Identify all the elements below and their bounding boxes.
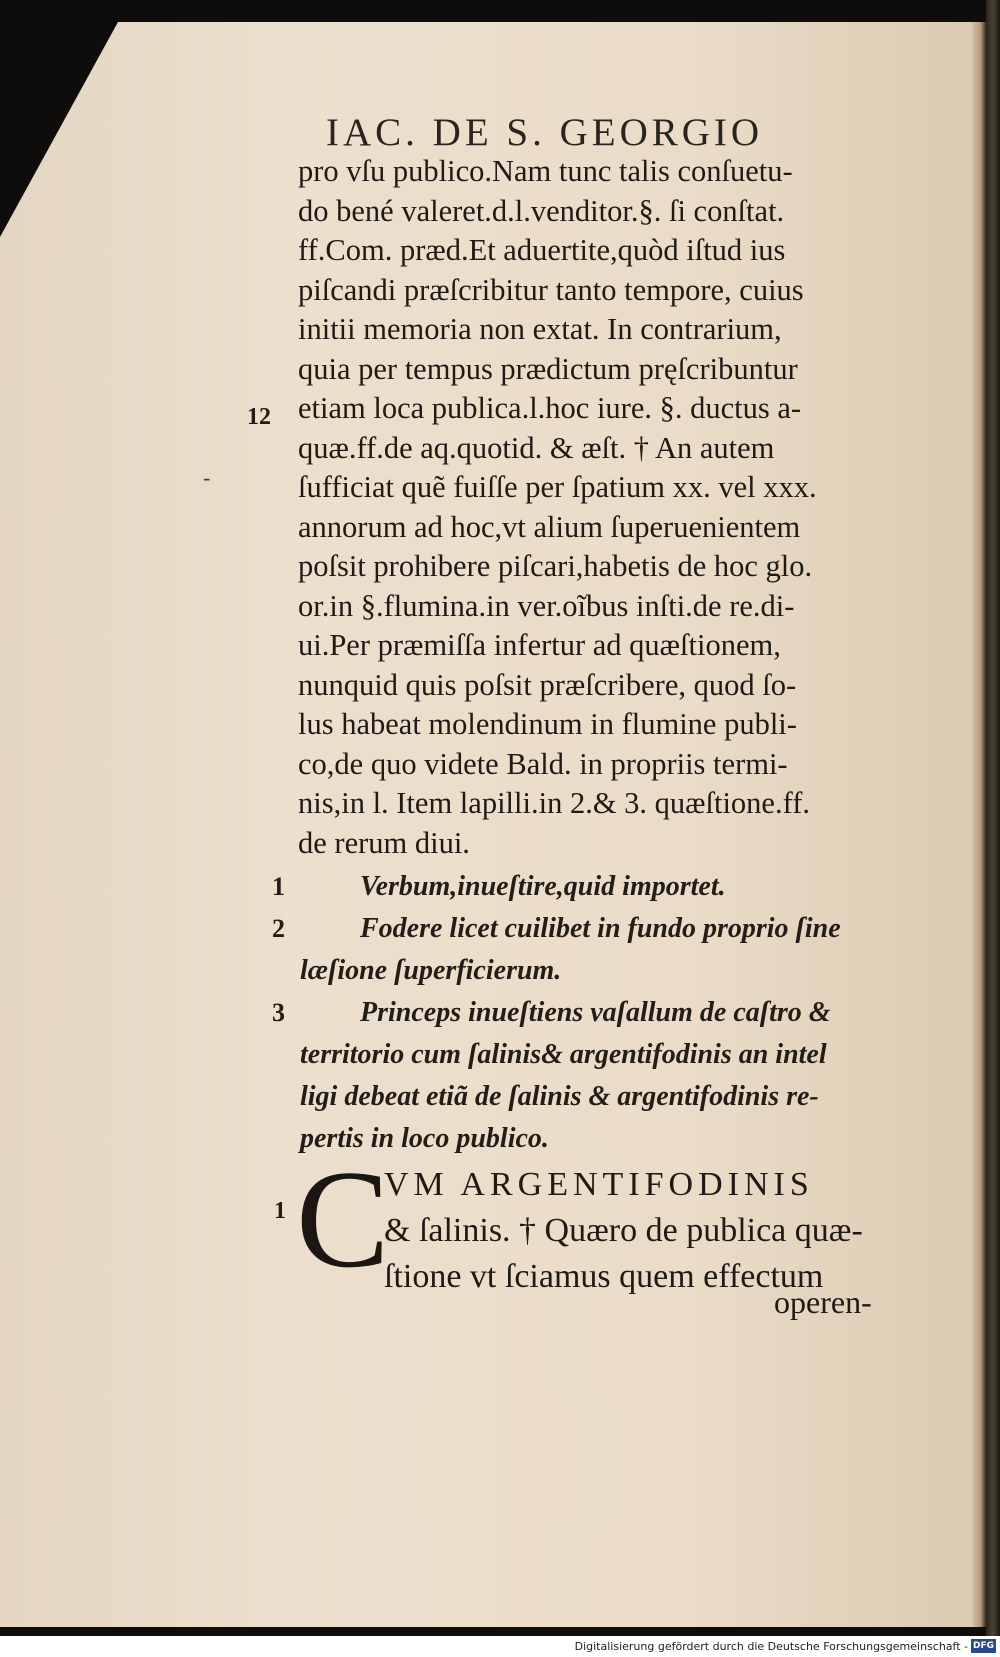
summary-number: 3 <box>272 998 285 1027</box>
opening-line: & ſalinis. † Quæro de publica quæ- <box>384 1212 863 1249</box>
decorated-initial: C <box>296 1142 390 1297</box>
summary-line: Verbum,inueſtire,quid importet. <box>360 871 726 902</box>
opening-line: VM ARGENTIFODINIS <box>384 1166 814 1203</box>
body-line: ff.Com. præd.Et aduertite,quòd iſtud ius <box>298 233 786 267</box>
summary-item <box>272 866 932 908</box>
body-line: quæ.ff.de aq.quotid. & æſt. † An autem <box>298 430 775 465</box>
body-line: pro vſu publico.Nam tunc talis conſuetu- <box>298 154 793 188</box>
summary-line: Fodere licet cuilibet in fundo proprio ſine <box>360 913 841 944</box>
body-line: quia per tempus prædictum pręſcribuntur <box>298 351 798 386</box>
opening-margin-number: 1 <box>274 1198 286 1224</box>
body-line: poſsit prohibere piſcari,habetis de hoc glo. <box>298 549 813 583</box>
summary-line: pertis in loco publico. <box>300 1123 549 1154</box>
summary-item <box>272 908 932 992</box>
body-line: lus habeat molendinum in flumine publi- <box>298 707 797 741</box>
body-line: do bené valeret.d.l.venditor.§. ſi conſtat. <box>298 193 785 228</box>
summary-line: ligi debeat etiã de ſalinis & argentifodinis re- <box>300 1081 819 1112</box>
body-line: annorum ad hoc,vt alium ſuperuenientem <box>298 509 801 544</box>
summary-number: 1 <box>272 872 285 901</box>
summary-line: læſione ſuperficierum. <box>300 955 562 986</box>
opening-line: ſtione vt ſciamus quem effectum <box>384 1258 824 1295</box>
summary-line: Princeps inueſtiens vaſallum de caſtro & <box>360 997 831 1028</box>
summary-item <box>272 992 932 1160</box>
digitization-credit: Digitalisierung gefördert durch die Deutsche Forschungsgemeinschaft - <box>574 1640 968 1653</box>
body-line: etiam loca publica.l.hoc iure. §. ductus a- <box>298 391 802 425</box>
page-edge <box>972 22 986 1627</box>
margin-note-number: 12 <box>247 404 271 430</box>
body-line: ſufficiat quẽ fuiſſe per ſpatium xx. vel xxx. <box>298 470 817 504</box>
summary-number: 2 <box>272 914 285 943</box>
body-line: initii memoria non extat. In contrarium, <box>298 312 782 346</box>
catchword: operen- <box>774 1284 872 1320</box>
summary-list <box>272 866 932 1160</box>
summary-line: territorio cum ſalinis& argentifodinis an intel <box>300 1039 827 1070</box>
body-line: ui.Per præmiſſa infertur ad quæſtionem, <box>298 628 781 662</box>
running-head: IAC. DE S. GEORGIO <box>326 111 764 154</box>
body-line: piſcandi præſcribitur tanto tempore, cuius <box>298 272 804 307</box>
body-line: co,de quo videte Bald. in propriis termi- <box>298 746 788 781</box>
body-line: de rerum diui. <box>298 825 470 860</box>
body-line: nis,in l. Item lapilli.in 2.& 3. quæſtione.ff. <box>298 786 810 820</box>
body-text <box>298 152 938 863</box>
margin-mark: - <box>203 465 211 490</box>
body-line: nunquid quis poſsit præſcribere, quod ſo- <box>298 667 797 702</box>
dfg-logo-icon: DFG <box>972 1641 994 1651</box>
book-spine-edge <box>986 0 1000 1657</box>
body-line: or.in §.flumina.in ver.oĩbus inſti.de re.di- <box>298 588 795 623</box>
opening-paragraph <box>384 1162 904 1300</box>
